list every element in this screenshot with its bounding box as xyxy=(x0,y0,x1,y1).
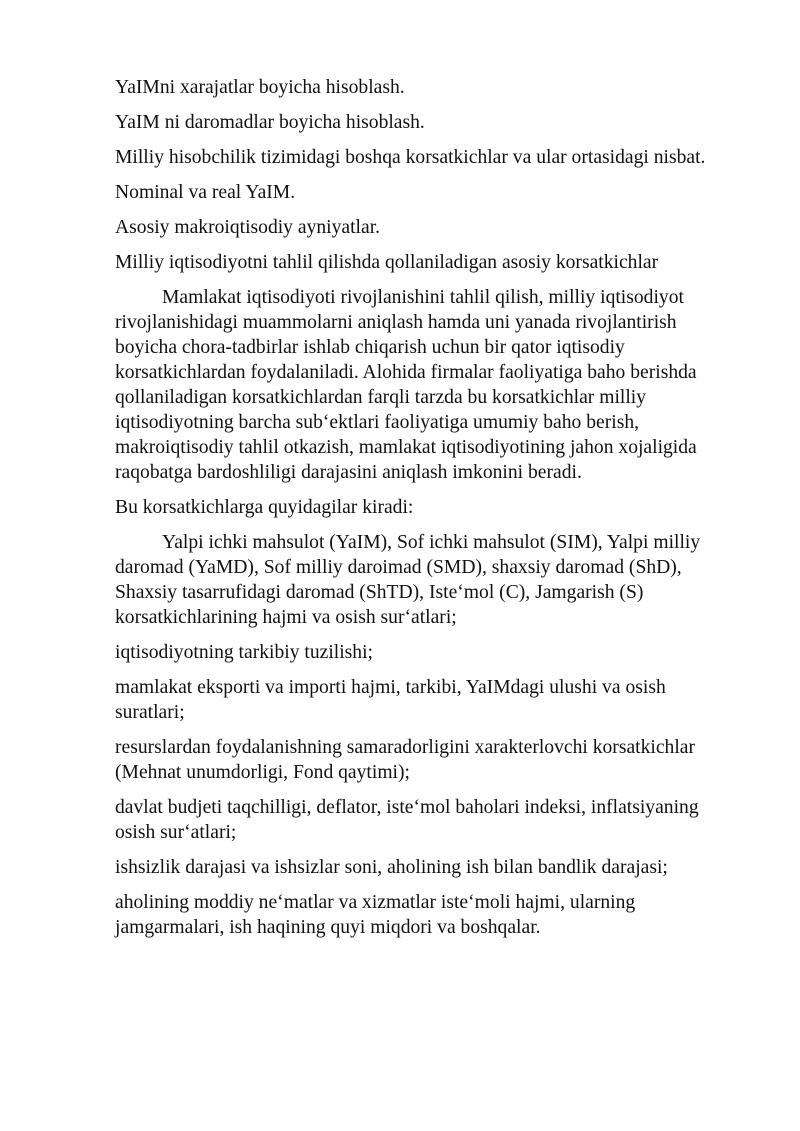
paragraph: YaIM ni daromadlar boyicha hisoblash. xyxy=(115,112,425,133)
list-item: resurslardan foydalanishning samaradorligini xarakterlovchi korsatkichlar (Mehnat unumdorligi, Fond qaytimi); xyxy=(115,737,695,783)
list-item: ishsizlik darajasi va ishsizlar soni, aholining ish bilan bandlik darajasi; xyxy=(115,857,668,878)
document-body xyxy=(115,75,740,950)
body-paragraph: Mamlakat iqtisodiyoti rivojlanishini tahlil qilish, milliy iqtisodiyot rivojlanishidagi muammolarni aniqlash hamda uni yanada rivojlantirish boyicha chora-tadbirlar ishlab chiqarish uchun bir qator iqtisodiy korsatkichlardan foydalaniladi. Alohida firmalar faoliyatiga baho berishda qollaniladigan korsatkichlardan farqli tarzda bu korsatkichlar milliy iqtisodiyotning barcha sub‘ektlari faoliyatiga umumiy baho berish, makroiqtisodiy tahlil otkazish, mamlakat iqtisodiyotining jahon xojaligida raqobatga bardoshliligi darajasini aniqlash imkonini beradi. xyxy=(115,287,697,483)
list-item: iqtisodiyotning tarkibiy tuzilishi; xyxy=(115,642,373,663)
paragraph: Nominal va real YaIM. xyxy=(115,182,296,203)
list-item: aholining moddiy ne‘matlar va xizmatlar iste‘moli hajmi, ularning jamgarmalari, ish haqining quyi miqdori va boshqalar. xyxy=(115,892,636,938)
list-item: mamlakat eksporti va importi hajmi, tarkibi, YaIMdagi ulushi va osish suratlari; xyxy=(115,677,666,723)
paragraph: Milliy hisobchilik tizimidagi boshqa korsatkichlar va ular ortasidagi nisbat. xyxy=(115,147,706,168)
paragraph: Bu korsatkichlarga quyidagilar kiradi: xyxy=(115,497,414,518)
paragraph: YaIMni xarajatlar boyicha hisoblash. xyxy=(115,77,405,98)
list-item: davlat budjeti taqchilligi, deflator, iste‘mol baholari indeksi, inflatsiyaning osish sur‘atlari; xyxy=(115,797,699,843)
body-paragraph: Yalpi ichki mahsulot (YaIM), Sof ichki mahsulot (SIM), Yalpi milliy daromad (YaMD), Sof milliy daroimad (SMD), shaxsiy daromad (ShD), Shaxsiy tasarrufidagi daromad (ShTD), Iste‘mol (C), Jamgarish (S) korsatkichlarining hajmi va osish sur‘atlari; xyxy=(115,532,701,628)
paragraph: Asosiy makroiqtisodiy ayniyatlar. xyxy=(115,217,381,238)
section-heading: Milliy iqtisodiyotni tahlil qilishda qollaniladigan asosiy korsatkichlar xyxy=(115,252,659,273)
